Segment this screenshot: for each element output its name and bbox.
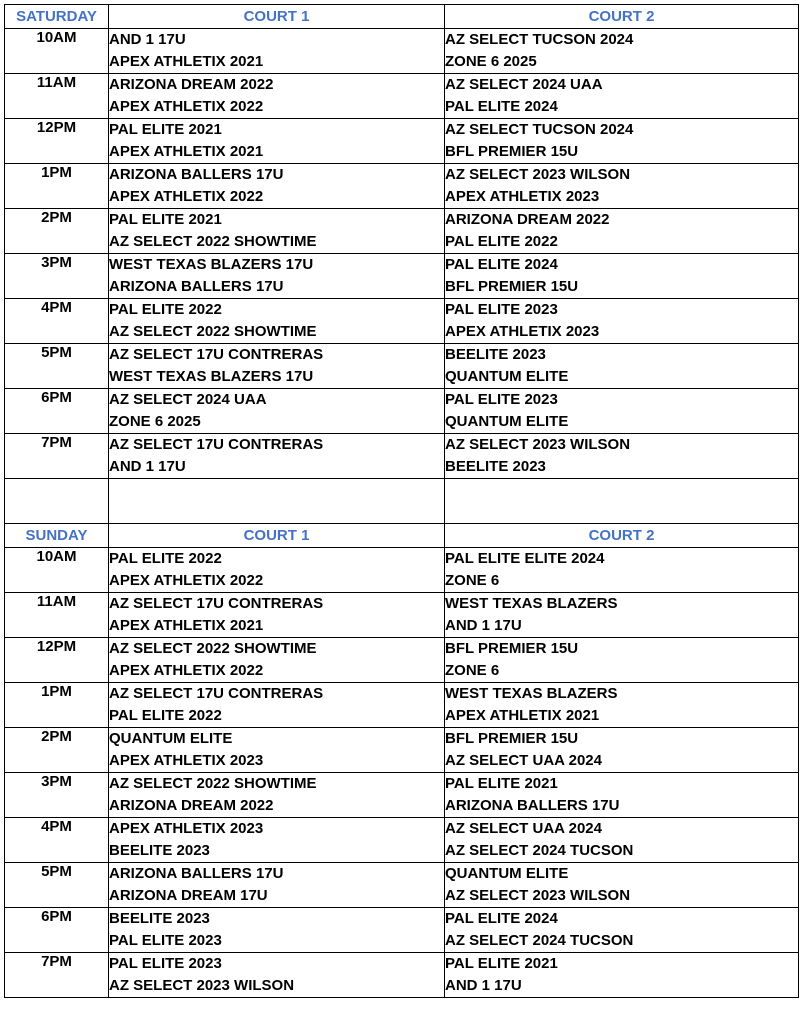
away-team: APEX ATHLETIX 2021 (109, 617, 264, 634)
home-team: AZ SELECT 17U CONTRERAS (109, 346, 324, 363)
game-row (5, 908, 799, 953)
game-time: 11AM (5, 74, 109, 119)
home-team: PAL ELITE 2024 (445, 910, 558, 927)
game-schedule-table (4, 4, 799, 998)
game-row (5, 74, 799, 119)
away-team: QUANTUM ELITE (445, 413, 569, 430)
court-1-matchup (109, 119, 445, 164)
court-2-matchup (445, 638, 799, 683)
court-2-matchup (445, 863, 799, 908)
game-row (5, 638, 799, 683)
home-team: AZ SELECT 2022 SHOWTIME (109, 640, 317, 657)
game-time: 5PM (5, 344, 109, 389)
game-row (5, 773, 799, 818)
game-row (5, 683, 799, 728)
game-time: 2PM (5, 209, 109, 254)
away-team: APEX ATHLETIX 2022 (109, 662, 264, 679)
away-team: ARIZONA BALLERS 17U (109, 278, 284, 295)
away-team: ZONE 6 2025 (445, 53, 537, 70)
game-row (5, 863, 799, 908)
court-2-matchup (445, 209, 799, 254)
game-time: 1PM (5, 164, 109, 209)
home-team: PAL ELITE 2021 (445, 955, 558, 972)
game-time: 7PM (5, 953, 109, 998)
away-team: AND 1 17U (109, 458, 186, 475)
home-team: ARIZONA BALLERS 17U (109, 865, 284, 882)
court-1-matchup (109, 548, 445, 593)
game-time: 3PM (5, 254, 109, 299)
away-team: ARIZONA DREAM 2022 (109, 797, 274, 814)
home-team: PAL ELITE 2024 (445, 256, 558, 273)
court-1-matchup (109, 74, 445, 119)
home-team: PAL ELITE 2023 (445, 391, 558, 408)
day-header-row (5, 524, 799, 548)
home-team: AND 1 17U (109, 31, 186, 48)
game-time: 1PM (5, 683, 109, 728)
game-time: 12PM (5, 119, 109, 164)
game-time: 4PM (5, 299, 109, 344)
away-team: ZONE 6 2025 (109, 413, 201, 430)
court-2-matchup (445, 344, 799, 389)
away-team: AND 1 17U (445, 617, 522, 634)
court-2-matchup (445, 818, 799, 863)
home-team: WEST TEXAS BLAZERS 17U (109, 256, 314, 273)
game-row (5, 548, 799, 593)
game-row (5, 389, 799, 434)
court-1-matchup (109, 209, 445, 254)
home-team: BEELITE 2023 (109, 910, 210, 927)
court-2-matchup (445, 29, 799, 74)
court-2-header: COURT 2 (445, 524, 799, 548)
court-2-matchup (445, 254, 799, 299)
court-1-header: COURT 1 (109, 5, 445, 29)
court-1-matchup (109, 29, 445, 74)
court-2-matchup (445, 74, 799, 119)
away-team: ARIZONA DREAM 17U (109, 887, 268, 904)
game-time: 4PM (5, 818, 109, 863)
away-team: BFL PREMIER 15U (445, 143, 579, 160)
home-team: PAL ELITE 2023 (109, 955, 222, 972)
home-team: PAL ELITE 2021 (109, 121, 222, 138)
day-label: SATURDAY (5, 5, 109, 29)
away-team: BFL PREMIER 15U (445, 278, 579, 295)
court-2-matchup (445, 434, 799, 479)
home-team: AZ SELECT 2023 WILSON (445, 166, 631, 183)
home-team: AZ SELECT 2022 SHOWTIME (109, 775, 317, 792)
court-1-header: COURT 1 (109, 524, 445, 548)
court-1-matchup (109, 254, 445, 299)
home-team: BFL PREMIER 15U (445, 730, 579, 747)
court-1-matchup (109, 908, 445, 953)
away-team: AZ SELECT UAA 2024 (445, 752, 602, 769)
game-row (5, 818, 799, 863)
home-team: WEST TEXAS BLAZERS (445, 595, 618, 612)
court-1-matchup (109, 683, 445, 728)
home-team: APEX ATHLETIX 2023 (109, 820, 264, 837)
court-2-matchup (445, 683, 799, 728)
home-team: PAL ELITE 2022 (109, 301, 222, 318)
away-team: AZ SELECT 2022 SHOWTIME (109, 233, 317, 250)
game-row (5, 953, 799, 998)
game-row (5, 434, 799, 479)
game-row (5, 344, 799, 389)
spacer-cell (5, 479, 109, 524)
spacer-row (5, 479, 799, 524)
court-1-matchup (109, 773, 445, 818)
court-2-matchup (445, 299, 799, 344)
game-row (5, 29, 799, 74)
court-1-matchup (109, 164, 445, 209)
game-time: 2PM (5, 728, 109, 773)
home-team: AZ SELECT 17U CONTRERAS (109, 436, 324, 453)
court-1-matchup (109, 434, 445, 479)
home-team: QUANTUM ELITE (109, 730, 233, 747)
away-team: AZ SELECT 2023 WILSON (445, 887, 631, 904)
game-time: 6PM (5, 389, 109, 434)
away-team: AZ SELECT 2022 SHOWTIME (109, 323, 317, 340)
away-team: AZ SELECT 2024 TUCSON (445, 932, 634, 949)
game-time: 7PM (5, 434, 109, 479)
home-team: AZ SELECT 17U CONTRERAS (109, 685, 324, 702)
away-team: BEELITE 2023 (109, 842, 210, 859)
day-label: SUNDAY (5, 524, 109, 548)
away-team: APEX ATHLETIX 2022 (109, 572, 264, 589)
court-2-matchup (445, 728, 799, 773)
away-team: APEX ATHLETIX 2023 (445, 188, 600, 205)
court-2-matchup (445, 548, 799, 593)
game-row (5, 209, 799, 254)
court-1-matchup (109, 728, 445, 773)
away-team: ZONE 6 (445, 662, 500, 679)
home-team: ARIZONA BALLERS 17U (109, 166, 284, 183)
game-time: 10AM (5, 29, 109, 74)
court-1-matchup (109, 344, 445, 389)
court-2-matchup (445, 119, 799, 164)
court-2-matchup (445, 164, 799, 209)
game-row (5, 728, 799, 773)
court-2-matchup (445, 773, 799, 818)
court-1-matchup (109, 299, 445, 344)
home-team: PAL ELITE ELITE 2024 (445, 550, 605, 567)
home-team: AZ SELECT TUCSON 2024 (445, 31, 634, 48)
game-time: 3PM (5, 773, 109, 818)
game-time: 5PM (5, 863, 109, 908)
court-1-matchup (109, 593, 445, 638)
home-team: QUANTUM ELITE (445, 865, 569, 882)
away-team: APEX ATHLETIX 2023 (445, 323, 600, 340)
away-team: PAL ELITE 2022 (109, 707, 222, 724)
game-row (5, 164, 799, 209)
game-time: 12PM (5, 638, 109, 683)
away-team: QUANTUM ELITE (445, 368, 569, 385)
game-row (5, 593, 799, 638)
away-team: AZ SELECT 2023 WILSON (109, 977, 295, 994)
game-time: 11AM (5, 593, 109, 638)
away-team: AZ SELECT 2024 TUCSON (445, 842, 634, 859)
away-team: APEX ATHLETIX 2021 (109, 53, 264, 70)
game-row (5, 254, 799, 299)
home-team: ARIZONA DREAM 2022 (445, 211, 610, 228)
away-team: APEX ATHLETIX 2023 (109, 752, 264, 769)
home-team: AZ SELECT 2024 UAA (445, 76, 603, 93)
away-team: PAL ELITE 2022 (445, 233, 558, 250)
away-team: AND 1 17U (445, 977, 522, 994)
home-team: AZ SELECT 2023 WILSON (445, 436, 631, 453)
home-team: PAL ELITE 2021 (445, 775, 558, 792)
home-team: PAL ELITE 2021 (109, 211, 222, 228)
court-1-matchup (109, 953, 445, 998)
court-2-header: COURT 2 (445, 5, 799, 29)
away-team: ZONE 6 (445, 572, 500, 589)
away-team: APEX ATHLETIX 2022 (109, 98, 264, 115)
away-team: ARIZONA BALLERS 17U (445, 797, 620, 814)
game-row (5, 299, 799, 344)
home-team: ARIZONA DREAM 2022 (109, 76, 274, 93)
home-team: AZ SELECT UAA 2024 (445, 820, 602, 837)
away-team: PAL ELITE 2023 (109, 932, 222, 949)
home-team: PAL ELITE 2022 (109, 550, 222, 567)
court-1-matchup (109, 389, 445, 434)
spacer-cell (445, 479, 799, 524)
court-1-matchup (109, 818, 445, 863)
court-2-matchup (445, 389, 799, 434)
court-1-matchup (109, 863, 445, 908)
away-team: APEX ATHLETIX 2021 (445, 707, 600, 724)
home-team: AZ SELECT TUCSON 2024 (445, 121, 634, 138)
away-team: APEX ATHLETIX 2022 (109, 188, 264, 205)
day-header-row (5, 5, 799, 29)
away-team: PAL ELITE 2024 (445, 98, 558, 115)
home-team: PAL ELITE 2023 (445, 301, 558, 318)
court-2-matchup (445, 953, 799, 998)
spacer-cell (109, 479, 445, 524)
game-row (5, 119, 799, 164)
home-team: AZ SELECT 17U CONTRERAS (109, 595, 324, 612)
court-1-matchup (109, 638, 445, 683)
away-team: BEELITE 2023 (445, 458, 546, 475)
game-time: 10AM (5, 548, 109, 593)
home-team: AZ SELECT 2024 UAA (109, 391, 267, 408)
home-team: WEST TEXAS BLAZERS (445, 685, 618, 702)
home-team: BEELITE 2023 (445, 346, 546, 363)
away-team: WEST TEXAS BLAZERS 17U (109, 368, 314, 385)
away-team: APEX ATHLETIX 2021 (109, 143, 264, 160)
home-team: BFL PREMIER 15U (445, 640, 579, 657)
court-2-matchup (445, 593, 799, 638)
court-2-matchup (445, 908, 799, 953)
game-time: 6PM (5, 908, 109, 953)
